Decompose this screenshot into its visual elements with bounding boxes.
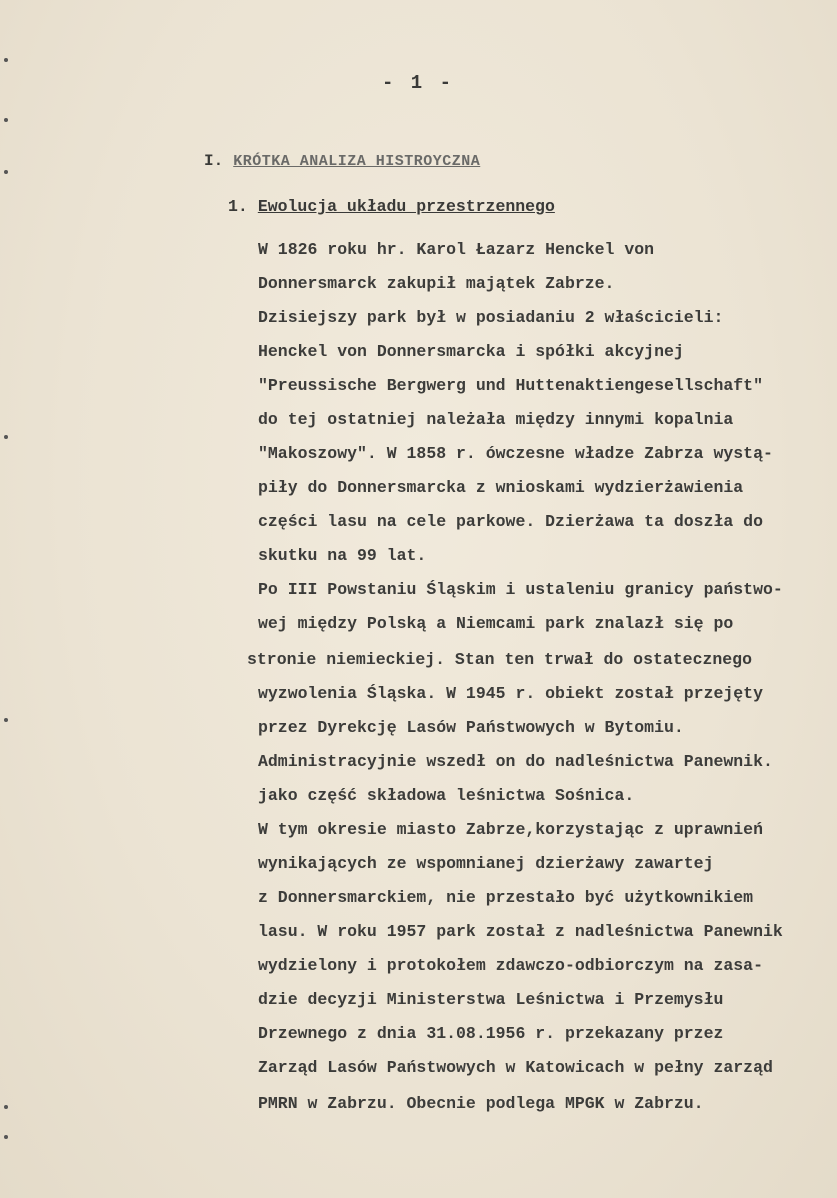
text-line: PMRN w Zabrzu. Obecnie podlega MPGK w Zabrzu. — [258, 1094, 704, 1113]
subsection-number: 1. — [228, 197, 248, 216]
text-line: Dzisiejszy park był w posiadaniu 2 właścicieli: — [258, 308, 724, 327]
text-line: do tej ostatniej należała między innymi kopalnia — [258, 410, 734, 429]
text-line: "Preussische Bergwerg und Huttenaktiengesellschaft" — [258, 376, 763, 395]
text-line: jako część składowa leśnictwa Sośnica. — [258, 786, 635, 805]
hole-punch-mark — [4, 1135, 8, 1139]
text-line: Henckel von Donnersmarcka i spółki akcyjnej — [258, 342, 684, 361]
text-line: z Donnersmarckiem, nie przestało być użytkownikiem — [258, 888, 754, 907]
hole-punch-mark — [4, 170, 8, 174]
section-title: KRÓTKA ANALIZA HISTROYCZNA — [233, 153, 481, 170]
hole-punch-mark — [4, 718, 8, 722]
text-line: wynikających ze wspomnianej dzierżawy zawartej — [258, 854, 714, 873]
text-line: stronie niemieckiej. Stan ten trwał do ostatecznego — [247, 650, 752, 669]
text-line: Administracyjnie wszedł on do nadleśnictwa Panewnik. — [258, 752, 773, 771]
text-line: Drzewnego z dnia 31.08.1956 r. przekazany przez — [258, 1024, 724, 1043]
hole-punch-mark — [4, 58, 8, 62]
text-line: skutku na 99 lat. — [258, 546, 427, 565]
section-number: I. — [204, 152, 224, 170]
text-line: wyzwolenia Śląska. W 1945 r. obiekt został przejęty — [258, 684, 763, 703]
subsection-heading — [228, 197, 555, 216]
section-heading — [204, 152, 480, 170]
text-line: Zarząd Lasów Państwowych w Katowicach w pełny zarząd — [258, 1058, 773, 1077]
text-line: części lasu na cele parkowe. Dzierżawa ta doszła do — [258, 512, 763, 531]
text-line: Po III Powstaniu Śląskim i ustaleniu granicy państwo- — [258, 580, 783, 599]
subsection-title: Ewolucja układu przestrzennego — [257, 197, 555, 216]
hole-punch-mark — [4, 1105, 8, 1109]
text-line: lasu. W roku 1957 park został z nadleśnictwa Panewnik — [258, 922, 783, 941]
text-line: przez Dyrekcję Lasów Państwowych w Bytomiu. — [258, 718, 684, 737]
text-line: W tym okresie miasto Zabrze,korzystając z uprawnień — [258, 820, 763, 839]
text-line: wej między Polską a Niemcami park znalazł się po — [258, 614, 734, 633]
hole-punch-mark — [4, 435, 8, 439]
page-number: - 1 - — [382, 72, 455, 94]
text-line: piły do Donnersmarcka z wnioskami wydzierżawienia — [258, 478, 744, 497]
hole-punch-mark — [4, 118, 8, 122]
text-line: wydzielony i protokołem zdawczo-odbiorczym na zasa- — [258, 956, 763, 975]
text-line: "Makoszowy". W 1858 r. ówczesne władze Zabrza wystą- — [258, 444, 773, 463]
text-line: Donnersmarck zakupił majątek Zabrze. — [258, 274, 615, 293]
text-line: dzie decyzji Ministerstwa Leśnictwa i Przemysłu — [258, 990, 724, 1009]
text-line: W 1826 roku hr. Karol Łazarz Henckel von — [258, 240, 655, 259]
